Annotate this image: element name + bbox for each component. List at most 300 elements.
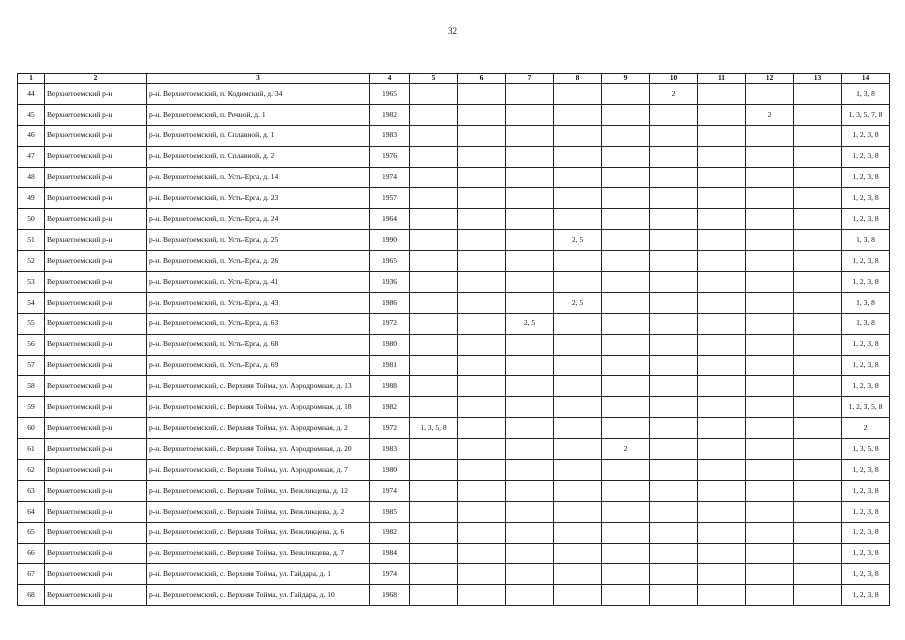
col-6-cell bbox=[458, 376, 506, 397]
col-10-cell bbox=[650, 188, 698, 209]
col-14-cell: 2 bbox=[842, 418, 890, 439]
col-7-cell bbox=[506, 480, 554, 501]
col-9-cell: 2 bbox=[602, 439, 650, 460]
col-6-cell bbox=[458, 167, 506, 188]
col-12-cell bbox=[746, 585, 794, 606]
column-header-1: 1 bbox=[18, 74, 45, 84]
col-13-cell bbox=[794, 480, 842, 501]
address-text: р-н. Верхнетоемский, п. Усть-Ерга, д. 26 bbox=[149, 256, 279, 265]
col-10-cell: 2 bbox=[650, 84, 698, 105]
col-5-cell bbox=[410, 501, 458, 522]
col-12-cell bbox=[746, 230, 794, 251]
row-number-cell: 64 bbox=[18, 501, 45, 522]
district-cell: Верхнетоемский р-н bbox=[45, 292, 147, 313]
row-number-cell: 65 bbox=[18, 522, 45, 543]
district-cell: Верхнетоемский р-н bbox=[45, 125, 147, 146]
table-row bbox=[18, 167, 890, 188]
col-6-cell bbox=[458, 146, 506, 167]
col-12-cell bbox=[746, 418, 794, 439]
col-7-cell bbox=[506, 418, 554, 439]
year-cell: 1986 bbox=[370, 292, 410, 313]
col-12-cell bbox=[746, 522, 794, 543]
col-12-cell bbox=[746, 146, 794, 167]
district-cell: Верхнетоемский р-н bbox=[45, 146, 147, 167]
address-text: р-н. Верхнетоемский, с. Верхняя Тойма, ул. Аэродромная, д. 7 bbox=[149, 465, 348, 474]
col-9-cell bbox=[602, 125, 650, 146]
col-7-cell bbox=[506, 355, 554, 376]
col-11-cell bbox=[698, 292, 746, 313]
address-cell bbox=[147, 543, 370, 564]
col-12-cell bbox=[746, 564, 794, 585]
col-6-cell bbox=[458, 564, 506, 585]
table-row bbox=[18, 313, 890, 334]
col-10-cell bbox=[650, 209, 698, 230]
col-8-cell bbox=[554, 355, 602, 376]
col-10-cell bbox=[650, 397, 698, 418]
col-9-cell bbox=[602, 543, 650, 564]
address-text: р-н. Верхнетоемский, с. Верхняя Тойма, ул. Гайдара, д. 1 bbox=[149, 570, 331, 579]
row-number-cell: 46 bbox=[18, 125, 45, 146]
col-8-cell bbox=[554, 334, 602, 355]
col-7-cell bbox=[506, 292, 554, 313]
col-8-cell bbox=[554, 125, 602, 146]
col-10-cell bbox=[650, 480, 698, 501]
col-13-cell bbox=[794, 334, 842, 355]
year-cell: 1972 bbox=[370, 418, 410, 439]
col-12-cell bbox=[746, 84, 794, 105]
col-6-cell bbox=[458, 480, 506, 501]
year-cell: 1936 bbox=[370, 272, 410, 293]
col-5-cell bbox=[410, 480, 458, 501]
year-cell: 1974 bbox=[370, 480, 410, 501]
year-cell: 1964 bbox=[370, 209, 410, 230]
year-cell: 1980 bbox=[370, 334, 410, 355]
col-7-cell bbox=[506, 251, 554, 272]
col-10-cell bbox=[650, 251, 698, 272]
row-number-cell: 55 bbox=[18, 313, 45, 334]
col-13-cell bbox=[794, 146, 842, 167]
col-9-cell bbox=[602, 501, 650, 522]
col-13-cell bbox=[794, 376, 842, 397]
address-text: р-н. Верхнетоемский, с. Верхняя Тойма, ул. Аэродромная, д. 18 bbox=[149, 403, 352, 412]
address-text: р-н. Верхнетоемский, п. Речной, д. 1 bbox=[149, 110, 266, 119]
col-8-cell bbox=[554, 251, 602, 272]
district-cell: Верхнетоемский р-н bbox=[45, 480, 147, 501]
col-12-cell bbox=[746, 376, 794, 397]
col-9-cell bbox=[602, 146, 650, 167]
col-14-cell: 1, 2, 3, 8 bbox=[842, 460, 890, 481]
col-5-cell bbox=[410, 564, 458, 585]
district-cell: Верхнетоемский р-н bbox=[45, 376, 147, 397]
col-11-cell bbox=[698, 355, 746, 376]
col-9-cell bbox=[602, 313, 650, 334]
year-cell: 1957 bbox=[370, 188, 410, 209]
address-text: р-н. Верхнетоемский, п. Усть-Ерга, д. 63 bbox=[149, 319, 279, 328]
col-6-cell bbox=[458, 501, 506, 522]
col-7-cell bbox=[506, 543, 554, 564]
col-13-cell bbox=[794, 313, 842, 334]
col-5-cell bbox=[410, 272, 458, 293]
col-6-cell bbox=[458, 522, 506, 543]
col-11-cell bbox=[698, 439, 746, 460]
table-row bbox=[18, 292, 890, 313]
col-9-cell bbox=[602, 376, 650, 397]
col-9-cell bbox=[602, 188, 650, 209]
col-8-cell bbox=[554, 480, 602, 501]
column-header-11: 11 bbox=[698, 74, 746, 84]
col-14-cell: 1, 2, 3, 8 bbox=[842, 564, 890, 585]
address-cell bbox=[147, 564, 370, 585]
col-9-cell bbox=[602, 251, 650, 272]
table-row bbox=[18, 564, 890, 585]
col-13-cell bbox=[794, 104, 842, 125]
table-row bbox=[18, 209, 890, 230]
col-6-cell bbox=[458, 272, 506, 293]
col-6-cell bbox=[458, 460, 506, 481]
col-14-cell: 1, 2, 3, 8 bbox=[842, 146, 890, 167]
col-5-cell: 1, 3, 5, 8 bbox=[410, 418, 458, 439]
address-cell bbox=[147, 209, 370, 230]
year-cell: 1988 bbox=[370, 376, 410, 397]
column-header-10: 10 bbox=[650, 74, 698, 84]
table-row bbox=[18, 418, 890, 439]
table-row bbox=[18, 543, 890, 564]
year-cell: 1984 bbox=[370, 543, 410, 564]
col-7-cell bbox=[506, 397, 554, 418]
col-7-cell bbox=[506, 376, 554, 397]
col-13-cell bbox=[794, 230, 842, 251]
col-6-cell bbox=[458, 292, 506, 313]
col-10-cell bbox=[650, 376, 698, 397]
address-text: р-н. Верхнетоемский, п. Усть-Ерга, д. 14 bbox=[149, 173, 279, 182]
row-number-cell: 57 bbox=[18, 355, 45, 376]
column-header-5: 5 bbox=[410, 74, 458, 84]
row-number-cell: 47 bbox=[18, 146, 45, 167]
row-number-cell: 56 bbox=[18, 334, 45, 355]
col-11-cell bbox=[698, 188, 746, 209]
col-7-cell bbox=[506, 522, 554, 543]
col-9-cell bbox=[602, 209, 650, 230]
row-number-cell: 44 bbox=[18, 84, 45, 105]
col-6-cell bbox=[458, 104, 506, 125]
table-row bbox=[18, 104, 890, 125]
col-12-cell bbox=[746, 251, 794, 272]
col-10-cell bbox=[650, 439, 698, 460]
col-10-cell bbox=[650, 501, 698, 522]
col-12-cell bbox=[746, 397, 794, 418]
col-8-cell bbox=[554, 84, 602, 105]
table-row bbox=[18, 251, 890, 272]
col-10-cell bbox=[650, 104, 698, 125]
col-10-cell bbox=[650, 585, 698, 606]
col-14-cell: 1, 2, 3, 8 bbox=[842, 209, 890, 230]
address-cell bbox=[147, 334, 370, 355]
address-cell bbox=[147, 125, 370, 146]
col-9-cell bbox=[602, 460, 650, 481]
address-text: р-н. Верхнетоемский, с. Верхняя Тойма, ул. Вежликцева, д. 7 bbox=[149, 549, 345, 558]
col-12-cell bbox=[746, 125, 794, 146]
col-6-cell bbox=[458, 334, 506, 355]
district-cell: Верхнетоемский р-н bbox=[45, 418, 147, 439]
col-6-cell bbox=[458, 543, 506, 564]
col-14-cell: 1, 2, 3, 8 bbox=[842, 251, 890, 272]
col-13-cell bbox=[794, 209, 842, 230]
col-5-cell bbox=[410, 104, 458, 125]
col-11-cell bbox=[698, 460, 746, 481]
col-7-cell bbox=[506, 460, 554, 481]
address-text: р-н. Верхнетоемский, п. Усть-Ерга, д. 25 bbox=[149, 235, 279, 244]
row-number-cell: 45 bbox=[18, 104, 45, 125]
col-10-cell bbox=[650, 355, 698, 376]
col-14-cell: 1, 3, 5, 7, 8 bbox=[842, 104, 890, 125]
col-13-cell bbox=[794, 125, 842, 146]
address-cell bbox=[147, 292, 370, 313]
address-text: р-н. Верхнетоемский, с. Верхняя Тойма, ул. Гайдара, д. 10 bbox=[149, 591, 335, 600]
year-cell: 1965 bbox=[370, 251, 410, 272]
col-13-cell bbox=[794, 355, 842, 376]
col-14-cell: 1, 2, 3, 8 bbox=[842, 543, 890, 564]
address-text: р-н. Верхнетоемский, с. Верхняя Тойма, ул. Вежликцева, д. 12 bbox=[149, 486, 349, 495]
year-cell: 1981 bbox=[370, 355, 410, 376]
col-14-cell: 1, 3, 5, 8 bbox=[842, 439, 890, 460]
col-14-cell: 1, 2, 3, 5, 8 bbox=[842, 397, 890, 418]
col-6-cell bbox=[458, 230, 506, 251]
col-10-cell bbox=[650, 125, 698, 146]
col-8-cell bbox=[554, 522, 602, 543]
col-8-cell bbox=[554, 272, 602, 293]
col-11-cell bbox=[698, 167, 746, 188]
col-6-cell bbox=[458, 251, 506, 272]
table-body bbox=[18, 84, 890, 606]
address-cell bbox=[147, 313, 370, 334]
column-header-9: 9 bbox=[602, 74, 650, 84]
year-cell: 1982 bbox=[370, 104, 410, 125]
col-8-cell bbox=[554, 585, 602, 606]
col-10-cell bbox=[650, 418, 698, 439]
row-number-cell: 59 bbox=[18, 397, 45, 418]
col-10-cell bbox=[650, 460, 698, 481]
col-8-cell bbox=[554, 543, 602, 564]
col-10-cell bbox=[650, 543, 698, 564]
col-12-cell bbox=[746, 334, 794, 355]
col-8-cell bbox=[554, 564, 602, 585]
row-number-cell: 52 bbox=[18, 251, 45, 272]
col-8-cell bbox=[554, 104, 602, 125]
col-9-cell bbox=[602, 292, 650, 313]
district-cell: Верхнетоемский р-н bbox=[45, 522, 147, 543]
row-number-cell: 50 bbox=[18, 209, 45, 230]
col-8-cell bbox=[554, 501, 602, 522]
col-13-cell bbox=[794, 501, 842, 522]
col-9-cell bbox=[602, 272, 650, 293]
year-cell: 1982 bbox=[370, 397, 410, 418]
district-cell: Верхнетоемский р-н bbox=[45, 188, 147, 209]
col-9-cell bbox=[602, 585, 650, 606]
col-9-cell bbox=[602, 522, 650, 543]
table-row bbox=[18, 397, 890, 418]
col-5-cell bbox=[410, 460, 458, 481]
col-5-cell bbox=[410, 334, 458, 355]
column-header-13: 13 bbox=[794, 74, 842, 84]
col-12-cell bbox=[746, 355, 794, 376]
year-cell: 1982 bbox=[370, 522, 410, 543]
year-cell: 1983 bbox=[370, 439, 410, 460]
col-11-cell bbox=[698, 84, 746, 105]
col-11-cell bbox=[698, 272, 746, 293]
col-10-cell bbox=[650, 167, 698, 188]
col-8-cell bbox=[554, 209, 602, 230]
col-14-cell: 1, 2, 3, 8 bbox=[842, 355, 890, 376]
year-cell: 1983 bbox=[370, 125, 410, 146]
table-row bbox=[18, 84, 890, 105]
col-12-cell bbox=[746, 543, 794, 564]
col-6-cell bbox=[458, 313, 506, 334]
table-row bbox=[18, 480, 890, 501]
col-13-cell bbox=[794, 188, 842, 209]
year-cell: 1974 bbox=[370, 167, 410, 188]
address-text: р-н. Верхнетоемский, п. Усть-Ерга, д. 43 bbox=[149, 298, 279, 307]
col-11-cell bbox=[698, 313, 746, 334]
col-7-cell bbox=[506, 84, 554, 105]
district-cell: Верхнетоемский р-н bbox=[45, 167, 147, 188]
col-14-cell: 1, 2, 3, 8 bbox=[842, 522, 890, 543]
col-5-cell bbox=[410, 84, 458, 105]
table-row bbox=[18, 439, 890, 460]
col-6-cell bbox=[458, 585, 506, 606]
col-5-cell bbox=[410, 209, 458, 230]
col-12-cell bbox=[746, 188, 794, 209]
col-14-cell: 1, 2, 3, 8 bbox=[842, 501, 890, 522]
col-5-cell bbox=[410, 585, 458, 606]
col-6-cell bbox=[458, 209, 506, 230]
col-14-cell: 1, 2, 3, 8 bbox=[842, 167, 890, 188]
year-cell: 1990 bbox=[370, 230, 410, 251]
year-cell: 1972 bbox=[370, 313, 410, 334]
col-7-cell bbox=[506, 146, 554, 167]
col-11-cell bbox=[698, 209, 746, 230]
address-cell bbox=[147, 397, 370, 418]
col-9-cell bbox=[602, 397, 650, 418]
row-number-cell: 51 bbox=[18, 230, 45, 251]
col-11-cell bbox=[698, 125, 746, 146]
table-row bbox=[18, 230, 890, 251]
address-text: р-н. Верхнетоемский, с. Верхняя Тойма, ул. Вежликцева, д. 2 bbox=[149, 507, 345, 516]
col-11-cell bbox=[698, 334, 746, 355]
col-13-cell bbox=[794, 543, 842, 564]
table-row bbox=[18, 522, 890, 543]
address-cell bbox=[147, 585, 370, 606]
address-text: р-н. Верхнетоемский, с. Верхняя Тойма, ул. Вежликцева, д. 6 bbox=[149, 528, 345, 537]
address-cell bbox=[147, 460, 370, 481]
col-12-cell bbox=[746, 167, 794, 188]
col-14-cell: 1, 2, 3, 8 bbox=[842, 125, 890, 146]
address-text: р-н. Верхнетоемский, п. Усть-Ерга, д. 24 bbox=[149, 215, 279, 224]
district-cell: Верхнетоемский р-н bbox=[45, 397, 147, 418]
col-14-cell: 1, 3, 8 bbox=[842, 292, 890, 313]
row-number-cell: 53 bbox=[18, 272, 45, 293]
row-number-cell: 68 bbox=[18, 585, 45, 606]
year-cell: 1985 bbox=[370, 501, 410, 522]
table-row bbox=[18, 272, 890, 293]
address-cell bbox=[147, 188, 370, 209]
col-14-cell: 1, 2, 3, 8 bbox=[842, 188, 890, 209]
col-10-cell bbox=[650, 564, 698, 585]
column-header-6: 6 bbox=[458, 74, 506, 84]
col-12-cell bbox=[746, 501, 794, 522]
table-row bbox=[18, 501, 890, 522]
district-cell: Верхнетоемский р-н bbox=[45, 84, 147, 105]
data-table bbox=[17, 73, 890, 606]
col-5-cell bbox=[410, 292, 458, 313]
col-8-cell bbox=[554, 167, 602, 188]
col-7-cell bbox=[506, 230, 554, 251]
col-8-cell: 2, 5 bbox=[554, 230, 602, 251]
row-number-cell: 62 bbox=[18, 460, 45, 481]
col-7-cell bbox=[506, 564, 554, 585]
address-cell bbox=[147, 84, 370, 105]
col-8-cell bbox=[554, 376, 602, 397]
col-12-cell bbox=[746, 292, 794, 313]
col-5-cell bbox=[410, 522, 458, 543]
col-5-cell bbox=[410, 251, 458, 272]
col-14-cell: 1, 2, 3, 8 bbox=[842, 272, 890, 293]
row-number-cell: 48 bbox=[18, 167, 45, 188]
col-13-cell bbox=[794, 439, 842, 460]
col-12-cell: 2 bbox=[746, 104, 794, 125]
col-7-cell bbox=[506, 125, 554, 146]
col-10-cell bbox=[650, 522, 698, 543]
col-12-cell bbox=[746, 272, 794, 293]
col-13-cell bbox=[794, 418, 842, 439]
col-11-cell bbox=[698, 397, 746, 418]
address-text: р-н. Верхнетоемский, п. Усть-Ерга, д. 69 bbox=[149, 361, 279, 370]
col-9-cell bbox=[602, 480, 650, 501]
col-11-cell bbox=[698, 104, 746, 125]
col-7-cell bbox=[506, 439, 554, 460]
col-13-cell bbox=[794, 272, 842, 293]
col-9-cell bbox=[602, 84, 650, 105]
district-cell: Верхнетоемский р-н bbox=[45, 501, 147, 522]
address-cell bbox=[147, 522, 370, 543]
col-7-cell bbox=[506, 334, 554, 355]
col-5-cell bbox=[410, 188, 458, 209]
column-header-12: 12 bbox=[746, 74, 794, 84]
year-cell: 1974 bbox=[370, 564, 410, 585]
column-header-8: 8 bbox=[554, 74, 602, 84]
address-cell bbox=[147, 376, 370, 397]
col-14-cell: 1, 2, 3, 8 bbox=[842, 334, 890, 355]
col-10-cell bbox=[650, 230, 698, 251]
address-text: р-н. Верхнетоемский, п. Кодимский, д. 34 bbox=[149, 89, 283, 98]
address-cell bbox=[147, 355, 370, 376]
col-13-cell bbox=[794, 564, 842, 585]
district-cell: Верхнетоемский р-н bbox=[45, 104, 147, 125]
col-13-cell bbox=[794, 522, 842, 543]
table-row bbox=[18, 125, 890, 146]
table-row bbox=[18, 355, 890, 376]
district-cell: Верхнетоемский р-н bbox=[45, 272, 147, 293]
col-9-cell bbox=[602, 167, 650, 188]
col-11-cell bbox=[698, 585, 746, 606]
col-9-cell bbox=[602, 334, 650, 355]
table-row bbox=[18, 334, 890, 355]
col-13-cell bbox=[794, 167, 842, 188]
col-14-cell: 1, 2, 3, 8 bbox=[842, 585, 890, 606]
col-5-cell bbox=[410, 313, 458, 334]
col-11-cell bbox=[698, 522, 746, 543]
year-cell: 1968 bbox=[370, 585, 410, 606]
year-cell: 1980 bbox=[370, 460, 410, 481]
